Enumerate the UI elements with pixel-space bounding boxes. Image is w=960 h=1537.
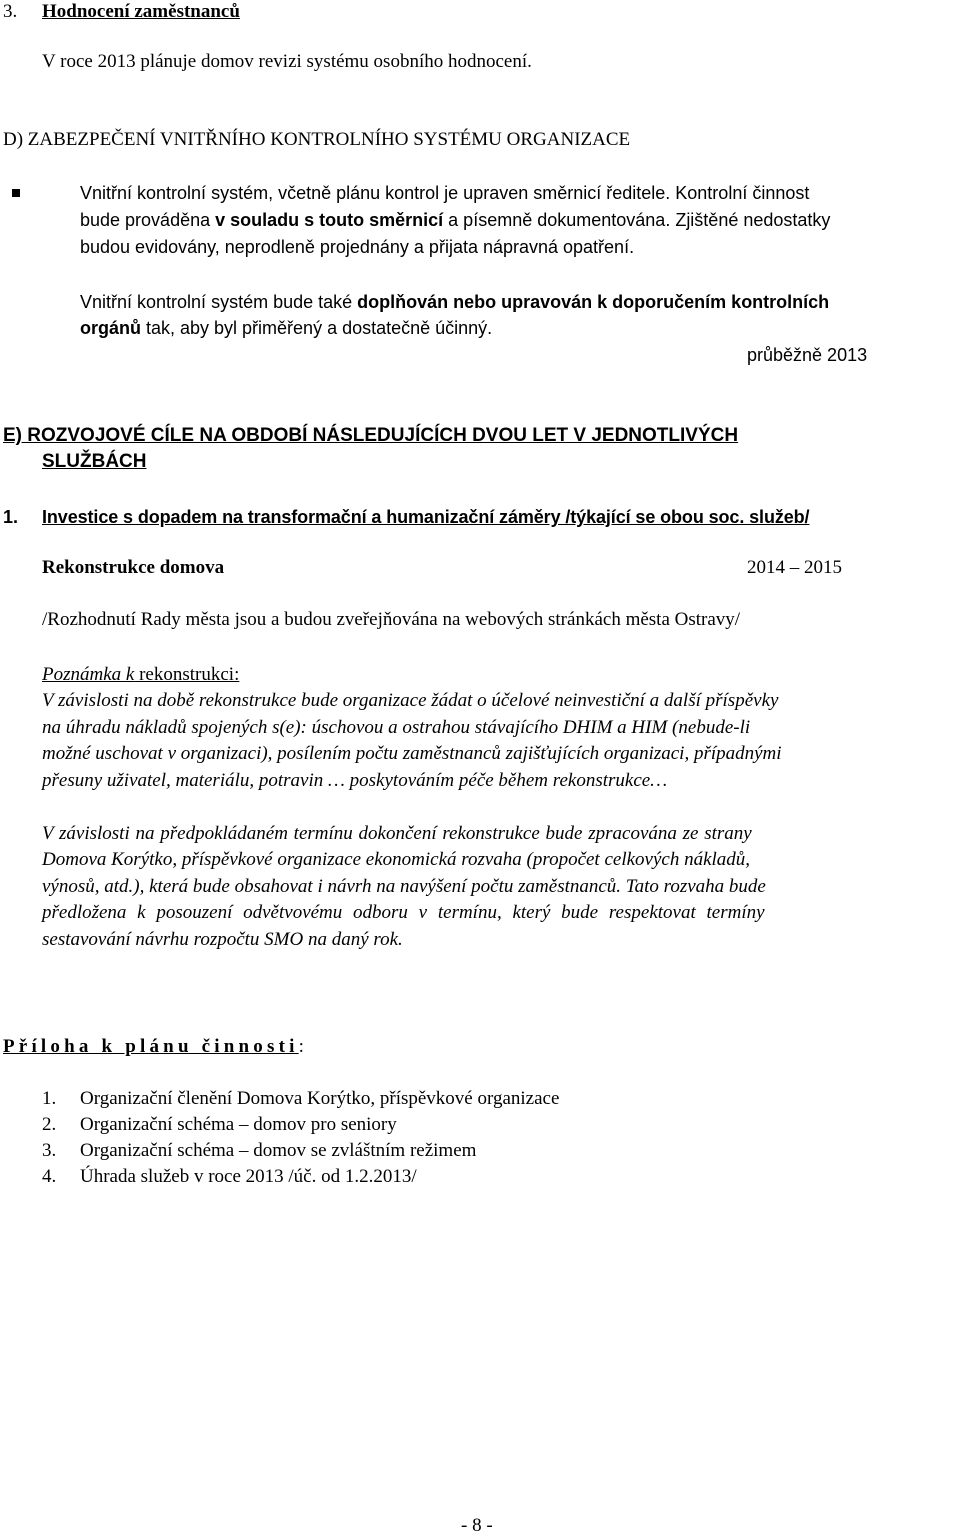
section-d-bullet-line-2 <box>80 207 830 233</box>
text-run: budou evidovány, neprodleně projednány a přijata nápravná opatření. <box>80 237 635 257</box>
appendix-item-3: Organizační schéma – domov se zvláštním režimem <box>80 1140 477 1161</box>
note-para2-line-5: sestavování návrhu rozpočtu SMO na daný rok. <box>42 929 403 950</box>
text-run-italic: Poznámka k <box>42 664 135 685</box>
text-run: bude prováděna <box>80 210 216 230</box>
section-d-bullet-line-3 <box>80 234 634 260</box>
appendix-item-3-number: 3. <box>42 1140 57 1161</box>
note-label <box>42 662 239 688</box>
page-number: - 8 - <box>461 1515 493 1536</box>
appendix-item-2-number: 2. <box>42 1114 57 1135</box>
note-para1-line-3: možné uschovat v organizaci), posílením počtu zaměstnanců zajišťujících organizaci, případnými <box>42 743 782 764</box>
section-d-para2-line-2 <box>80 315 492 341</box>
section-d-para2-line-1 <box>80 289 829 315</box>
appendix-item-4-number: 4. <box>42 1166 57 1187</box>
note-para2-line-2: Domova Korýtko, příspěvkové organizace ekonomická rozvaha (propočet celkových nákladů, <box>42 849 751 870</box>
section-d-heading: D) ZABEZPEČENÍ VNITŘNÍHO KONTROLNÍHO SYSTÉMU ORGANIZACE <box>3 129 631 150</box>
text-run-bold: Příloha k plánu činnosti <box>3 1036 299 1057</box>
text-run: a písemně dokumentována. Zjištěné nedostatky <box>443 210 831 230</box>
section-d-deadline: průběžně 2013 <box>747 345 868 365</box>
section-3-title: Hodnocení zaměstnanců <box>42 1 240 22</box>
note-para1-line-1: V závislosti na době rekonstrukce bude organizace žádat o účelové neinvestiční a další příspěvky <box>42 690 779 711</box>
appendix-item-4: Úhrada služeb v roce 2013 /úč. od 1.2.2013/ <box>80 1166 417 1187</box>
appendix-item-1-number: 1. <box>42 1088 57 1109</box>
text-run: rekonstrukci: <box>134 664 240 685</box>
text-run-bold: doplňován nebo upravován k doporučením kontrolních <box>357 292 830 312</box>
section-e-item-title: Investice s dopadem na transformační a humanizační záměry /týkající se obou soc. služeb/ <box>42 507 810 527</box>
section-3-text: V roce 2013 plánuje domov revizi systému osobního hodnocení. <box>42 51 532 72</box>
text-run-bold: v souladu s touto směrnicí <box>215 210 444 230</box>
section-e-heading-line-1: E) ROZVOJOVÉ CÍLE NA OBDOBÍ NÁSLEDUJÍCÍCH DVOU LET V JEDNOTLIVÝCH <box>3 425 739 446</box>
text-run-bold: orgánů <box>80 318 141 338</box>
section-e-heading-line-2: SLUŽBÁCH <box>42 451 147 472</box>
text-run: Vnitřní kontrolní systém, včetně plánu kontrol je upraven směrnicí ředitele. Kontrolní činnost <box>80 183 810 203</box>
section-e-item-number: 1. <box>3 507 19 527</box>
bullet-icon <box>12 189 20 197</box>
text-run: tak, aby byl přiměřený a dostatečně účinný. <box>141 318 493 338</box>
note-para1-line-2: na úhradu nákladů spojených s(e): úschovou a ostrahou stávajícího DHIM a HIM (nebude-li <box>42 717 751 738</box>
project-years: 2014 – 2015 <box>747 557 842 578</box>
section-d-bullet-line-1 <box>80 180 809 206</box>
note-para2-line-1: V závislosti na předpokládaném termínu dokončení rekonstrukce bude zpracována ze strany <box>42 823 752 844</box>
note-para1-line-4: přesuny uživatel, materiálu, potravin … poskytováním péče během rekonstrukce… <box>42 770 668 791</box>
text-run: : <box>298 1036 304 1057</box>
appendix-item-1: Organizační členění Domova Korýtko, příspěvkové organizace <box>80 1088 560 1109</box>
appendix-item-2: Organizační schéma – domov pro seniory <box>80 1114 397 1135</box>
text-run: Vnitřní kontrolní systém bude také <box>80 292 358 312</box>
project-name: Rekonstrukce domova <box>42 557 225 578</box>
section-3-number: 3. <box>3 1 18 22</box>
appendix-heading <box>3 1034 304 1060</box>
note-para2-line-3: výnosů, atd.), která bude obsahovat i návrh na navýšení počtu zaměstnanců. Tato rozvaha bude <box>42 876 766 897</box>
note-para2-line-4: předložena k posouzení odvětvovému odboru v termínu, který bude respektovat termíny <box>42 902 765 923</box>
decision-note: /Rozhodnutí Rady města jsou a budou zveřejňována na webových stránkách města Ostravy/ <box>42 609 741 630</box>
